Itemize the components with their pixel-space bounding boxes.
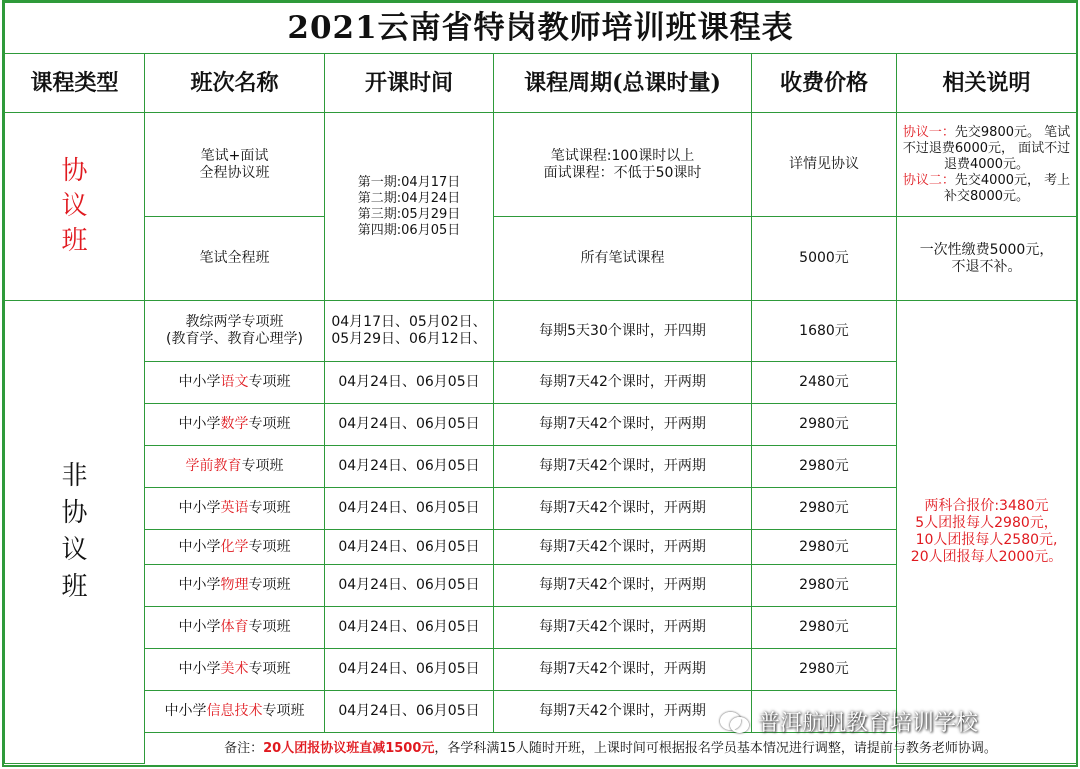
dates-cell: 04月24日、06月05日: [325, 565, 494, 607]
notes-cell: 协议一：先交9800元。 笔试不过退费6000元， 面试不过退费4000元。 协议二：先交4000元， 考上补交8000元。: [897, 113, 1077, 217]
watermark-text: 普洱航帆教育培训学校: [758, 710, 979, 736]
period-cell: 每期7天42个课时，开两期: [494, 565, 752, 607]
price-cell: 2480元: [752, 362, 897, 404]
footer-note: 备注：20人团报协议班直减1500元，各学科满15人随时开班，上课时间可根据报名学员基本情况进行调整，请提前与教务老师协调。: [145, 733, 1077, 764]
price-cell: 2980元: [752, 488, 897, 530]
class-name-cell: 中小学物理专项班: [145, 565, 325, 607]
price-cell: 2980元: [752, 565, 897, 607]
class-name-cell: 中小学数学专项班: [145, 404, 325, 446]
period-cell: 所有笔试课程: [494, 217, 752, 301]
header-notes: 相关说明: [897, 54, 1077, 113]
period-cell: 每期7天42个课时，开两期: [494, 691, 752, 733]
table-row: [5, 113, 1077, 217]
dates-cell: 04月24日、06月05日: [325, 530, 494, 565]
dates-cell: 04月24日、06月05日: [325, 607, 494, 649]
header-class-name: 班次名称: [145, 54, 325, 113]
price-cell: 2980元: [752, 649, 897, 691]
dates-cell: 04月24日、06月05日: [325, 649, 494, 691]
class-name-cell: 教综两学专项班 (教育学、教育心理学): [145, 301, 325, 362]
table-row: [5, 217, 1077, 301]
period-cell: 每期7天42个课时，开两期: [494, 362, 752, 404]
header-row: [5, 54, 1077, 113]
class-name-cell: 笔试+面试 全程协议班: [145, 113, 325, 217]
price-cell: 5000元: [752, 217, 897, 301]
price-cell: 详情见协议: [752, 113, 897, 217]
group-price-notes: 两科合报价:3480元 5人团报每人2980元， 10人团报每人2580元, 20人团报每人2000元。: [897, 301, 1077, 764]
type-fei: 非 协 议 班: [5, 301, 145, 764]
period-cell: 每期7天42个课时，开两期: [494, 404, 752, 446]
footer-note-row: [5, 733, 1077, 764]
header-start-time: 开课时间: [325, 54, 494, 113]
dates-cell: 04月17日、05月02日、 05月29日、06月12日、: [325, 301, 494, 362]
header-course-type: 课程类型: [5, 54, 145, 113]
class-name-cell: 中小学语文专项班: [145, 362, 325, 404]
class-name-cell: 中小学美术专项班: [145, 649, 325, 691]
dates-cell: 04月24日、06月05日: [325, 404, 494, 446]
dates-cell: 04月24日、06月05日: [325, 691, 494, 733]
class-name-cell: 中小学体育专项班: [145, 607, 325, 649]
course-schedule-table: [4, 2, 1077, 764]
dates-cell: 04月24日、06月05日: [325, 488, 494, 530]
price-cell: 2980元: [752, 446, 897, 488]
period-cell: 笔试课程:100课时以上 面试课程：不低于50课时: [494, 113, 752, 217]
class-name-cell: 中小学信息技术专项班: [145, 691, 325, 733]
price-cell: 2980元: [752, 607, 897, 649]
xieyi-dates-cell: 第一期:04月17日 第二期:04月24日 第三期:05月29日 第四期:06月05日: [325, 113, 494, 301]
class-name-cell: 中小学英语专项班: [145, 488, 325, 530]
price-cell: 2980元: [752, 530, 897, 565]
period-cell: 每期5天30个课时，开四期: [494, 301, 752, 362]
class-name-cell: 中小学化学专项班: [145, 530, 325, 565]
dates-cell: 04月24日、06月05日: [325, 446, 494, 488]
period-cell: 每期7天42个课时，开两期: [494, 446, 752, 488]
class-name-cell: 学前教育专项班: [145, 446, 325, 488]
period-cell: 每期7天42个课时，开两期: [494, 649, 752, 691]
table-row: [5, 301, 1077, 362]
notes-cell: 一次性缴费5000元， 不退不补。: [897, 217, 1077, 301]
price-cell: [752, 691, 897, 733]
period-cell: 每期7天42个课时，开两期: [494, 488, 752, 530]
class-name-cell: 笔试全程班: [145, 217, 325, 301]
header-price: 收费价格: [752, 54, 897, 113]
price-cell: 1680元: [752, 301, 897, 362]
type-xieyi: 协 议 班: [5, 113, 145, 301]
period-cell: 每期7天42个课时，开两期: [494, 530, 752, 565]
dates-cell: 04月24日、06月05日: [325, 362, 494, 404]
period-cell: 每期7天42个课时，开两期: [494, 607, 752, 649]
header-period: 课程周期(总课时量): [494, 54, 752, 113]
page-title: 2021云南省特岗教师培训班课程表: [5, 3, 1077, 54]
price-cell: 2980元: [752, 404, 897, 446]
